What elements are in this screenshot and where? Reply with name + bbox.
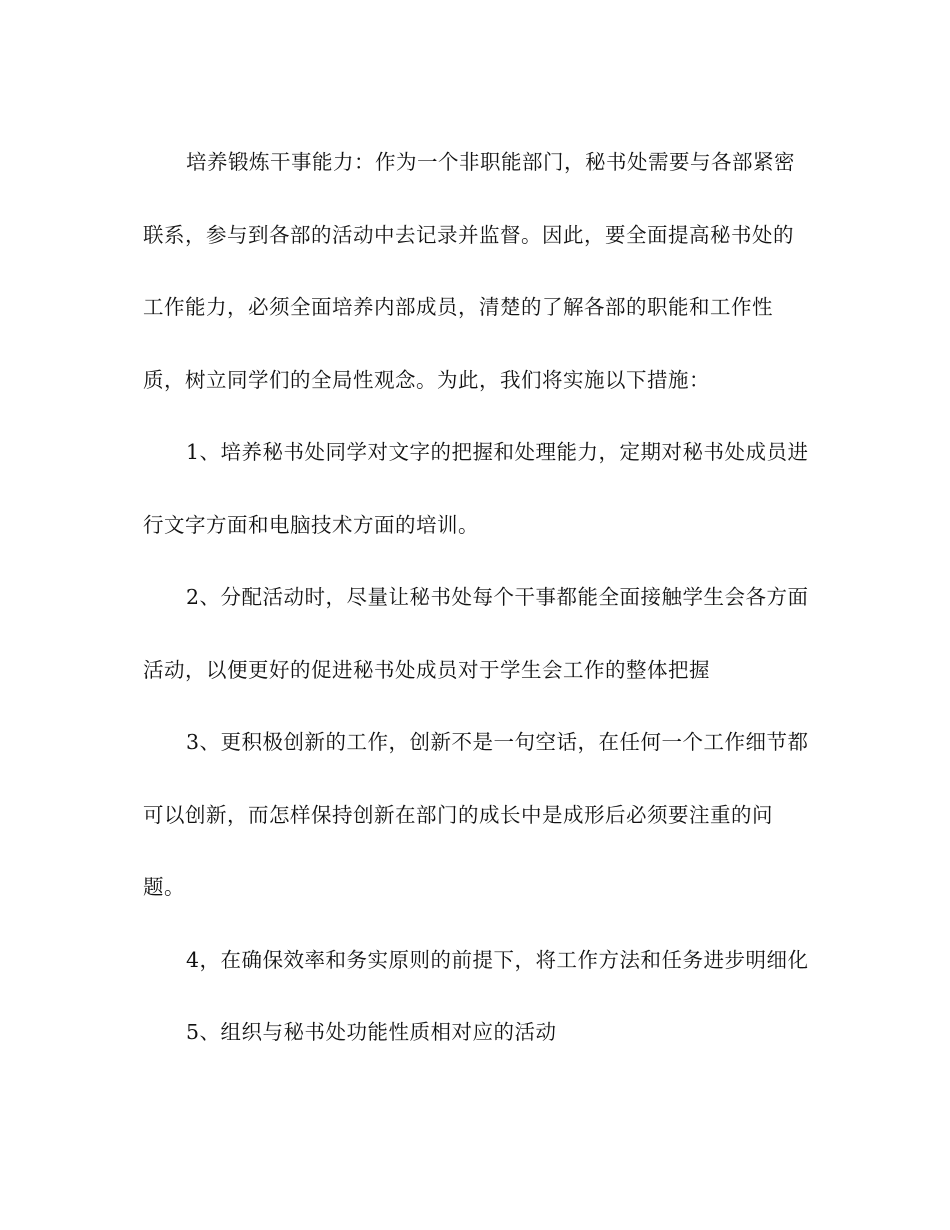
- paragraph-intro: 培养锻炼干事能力：作为一个非职能部门，秘书处需要与各部紧密联系，参与到各部的活动中去记录并监督。因此，要全面提高秘书处的工作能力，必须全面培养内部成员，清楚的了解各部的职能和工作性质，树立同学们的全局性观念。为此，我们将实施以下措施：: [143, 150, 795, 392]
- paragraph-item-4: 4，在确保效率和务实原则的前提下，将工作方法和任务进步明细化: [186, 947, 809, 972]
- paragraph-item-5: 5、组织与秘书处功能性质相对应的活动: [186, 1020, 557, 1044]
- document-body: [143, 126, 813, 1069]
- paragraph-item-1: 1、培养秘书处同学对文字的把握和处理能力，定期对秘书处成员进行文字方面和电脑技术方面的培训。: [143, 440, 809, 537]
- paragraph-item-2: 2、分配活动时，尽量让秘书处每个干事都能全面接触学生会各方面活动，以便更好的促进秘书处成员对于学生会工作的整体把握: [143, 585, 809, 682]
- paragraph-item-3: 3、更积极创新的工作，创新不是一句空话，在任何一个工作细节都可以创新，而怎样保持创新在部门的成长中是成形后必须要注重的问题。: [143, 730, 809, 899]
